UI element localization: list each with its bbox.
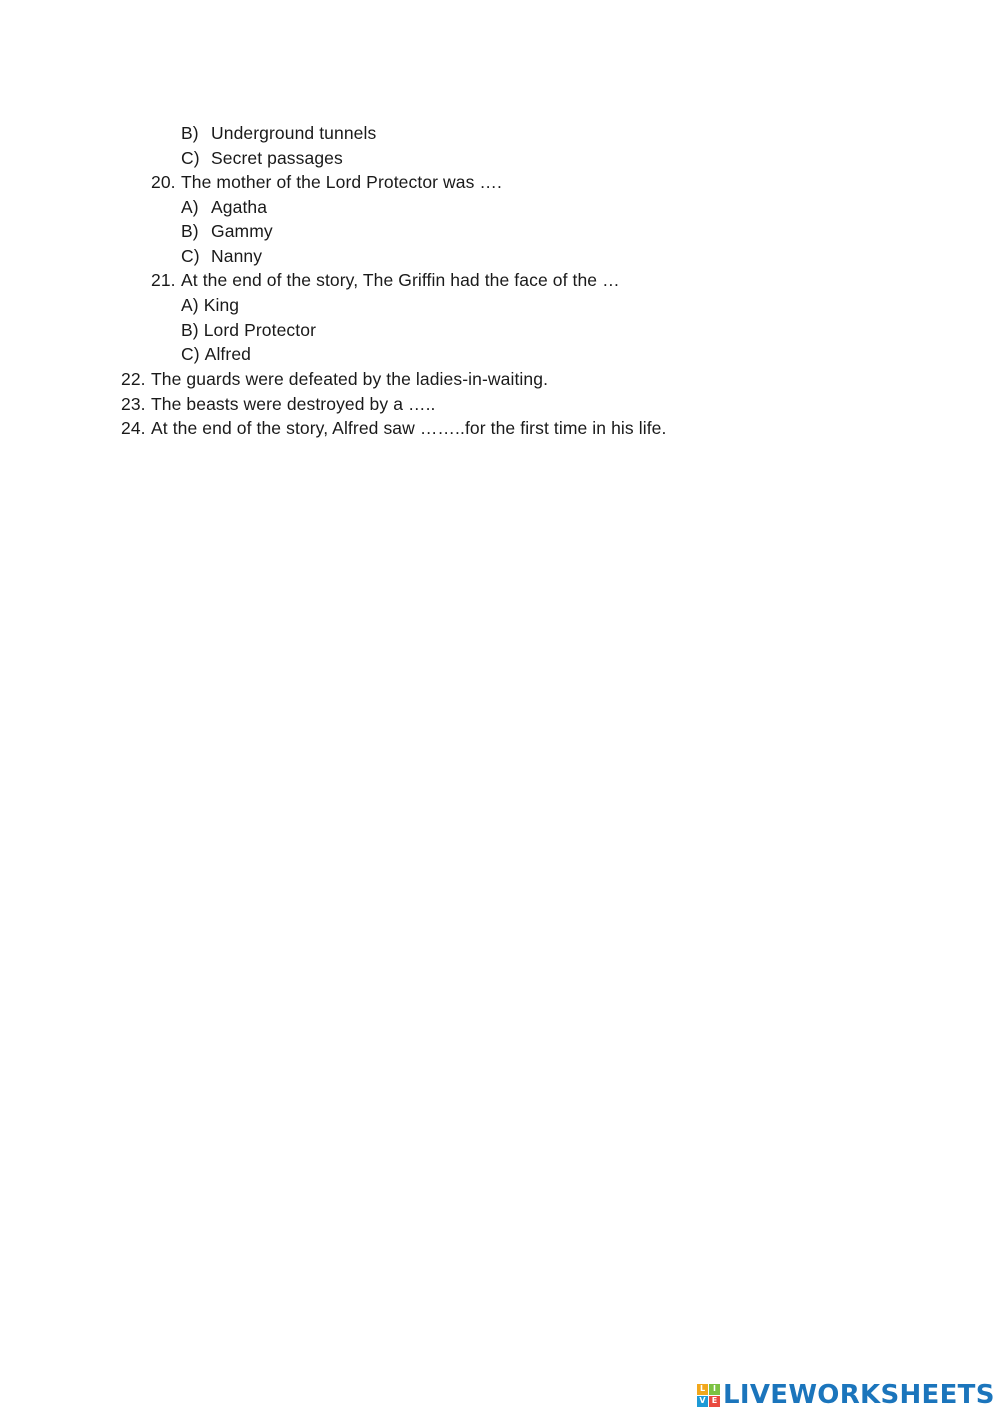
question-text: At the end of the story, The Griffin had the face of the … — [181, 270, 620, 290]
logo-text: LIVEWORKSHEETS — [723, 1380, 995, 1410]
option-text: Lord Protector — [203, 320, 316, 340]
question-23 — [121, 392, 436, 416]
option-letter: C) — [181, 246, 200, 266]
question-text: At the end of the story, Alfred saw ……..for the first time in his life. — [151, 418, 667, 438]
logo-block-l: L — [697, 1384, 708, 1395]
option-text: Secret passages — [211, 148, 343, 168]
option-letter: C) — [181, 344, 200, 364]
question-number: 22. — [121, 369, 146, 389]
logo-blocks-icon — [697, 1384, 720, 1407]
liveworksheets-logo — [697, 1378, 995, 1412]
option-letter: C) — [181, 148, 200, 168]
q20-option-c — [181, 244, 262, 268]
question-number: 20. — [151, 172, 176, 192]
q21-option-b — [181, 318, 316, 342]
question-text: The guards were defeated by the ladies-in-waiting. — [151, 369, 549, 389]
question-number: 24. — [121, 418, 146, 438]
option-letter: B) — [181, 320, 199, 340]
logo-block-i: I — [709, 1384, 720, 1395]
question-text: The mother of the Lord Protector was …. — [181, 172, 502, 192]
q21-option-a — [181, 293, 239, 317]
logo-block-e: E — [709, 1396, 720, 1407]
option-letter: B) — [181, 221, 199, 241]
option-text: Gammy — [211, 221, 273, 241]
logo-block-v: V — [697, 1396, 708, 1407]
option-letter: A) — [181, 295, 199, 315]
question-text: The beasts were destroyed by a ….. — [151, 394, 436, 414]
option-text: Alfred — [204, 344, 251, 364]
q21-option-c — [181, 342, 251, 366]
option-text: Nanny — [211, 246, 263, 266]
q20-option-b — [181, 219, 273, 243]
option-text: Underground tunnels — [211, 123, 377, 143]
q19-option-c — [181, 146, 343, 170]
q20-option-a — [181, 195, 267, 219]
option-letter: A) — [181, 197, 199, 217]
question-21 — [151, 268, 620, 292]
q19-option-b — [181, 121, 376, 145]
option-text: King — [203, 295, 240, 315]
question-number: 21. — [151, 270, 176, 290]
option-text: Agatha — [211, 197, 268, 217]
question-20 — [151, 170, 502, 194]
option-letter: B) — [181, 123, 199, 143]
question-number: 23. — [121, 394, 146, 414]
question-22 — [121, 367, 548, 391]
question-24 — [121, 416, 666, 440]
